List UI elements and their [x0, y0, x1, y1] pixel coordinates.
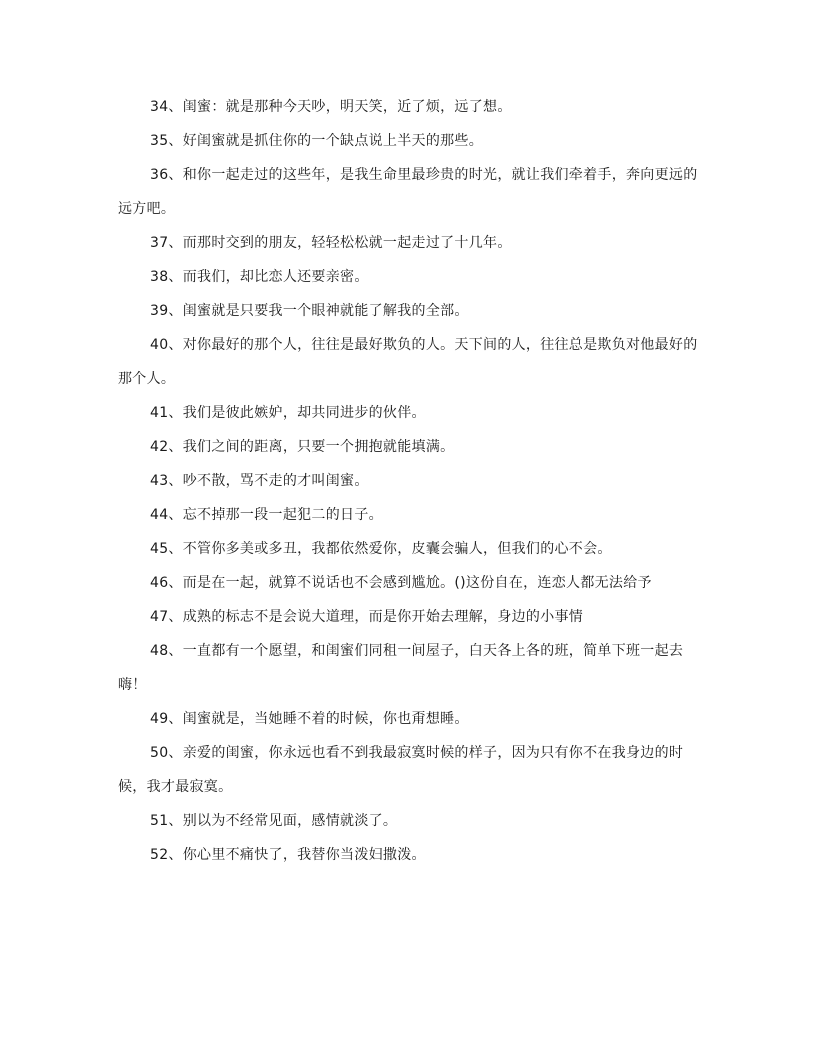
paragraph-50: 50、亲爱的闺蜜，你永远也看不到我最寂寞时候的样子，因为只有你不在我身边的时候，我才最寂寞。 [118, 745, 684, 795]
paragraph-51: 51、别以为不经常见面，感情就淡了。 [150, 813, 398, 829]
paragraph-35: 35、好闺蜜就是抓住你的一个缺点说上半天的那些。 [150, 133, 484, 149]
paragraph-36: 36、和你一起走过的这些年，是我生命里最珍贵的时光，就让我们牵着手，奔向更远的远方吧。 [118, 167, 698, 217]
paragraph-34: 34、闺蜜：就是那种今天吵，明天笑，近了烦，远了想。 [150, 99, 512, 115]
paragraph-42: 42、我们之间的距离，只要一个拥抱就能填满。 [150, 439, 455, 455]
paragraph-45: 45、不管你多美或多丑，我都依然爱你，皮囊会骗人，但我们的心不会。 [150, 541, 612, 557]
document-body [118, 90, 698, 872]
paragraph-46: 46、而是在一起，就算不说话也不会感到尴尬。()这份自在，连恋人都无法给予 [150, 575, 652, 591]
paragraph-49: 49、闺蜜就是，当她睡不着的时候，你也甭想睡。 [150, 711, 469, 727]
paragraph-38: 38、而我们，却比恋人还要亲密。 [150, 269, 369, 285]
paragraph-39: 39、闺蜜就是只要我一个眼神就能了解我的全部。 [150, 303, 469, 319]
paragraph-47: 47、成熟的标志不是会说大道理，而是你开始去理解，身边的小事情 [150, 609, 584, 625]
paragraph-48: 48、一直都有一个愿望，和闺蜜们同租一间屋子，白天各上各的班，简单下班一起去嗨！ [118, 643, 684, 693]
paragraph-37: 37、而那时交到的朋友，轻轻松松就一起走过了十几年。 [150, 235, 512, 251]
paragraph-52: 52、你心里不痛快了，我替你当泼妇撒泼。 [150, 847, 426, 863]
paragraph-43: 43、吵不散，骂不走的才叫闺蜜。 [150, 473, 369, 489]
paragraph-44: 44、忘不掉那一段一起犯二的日子。 [150, 507, 383, 523]
paragraph-41: 41、我们是彼此嫉妒，却共同进步的伙伴。 [150, 405, 426, 421]
paragraph-40: 40、对你最好的那个人，往往是最好欺负的人。天下间的人，往往总是欺负对他最好的那个人。 [118, 337, 698, 387]
